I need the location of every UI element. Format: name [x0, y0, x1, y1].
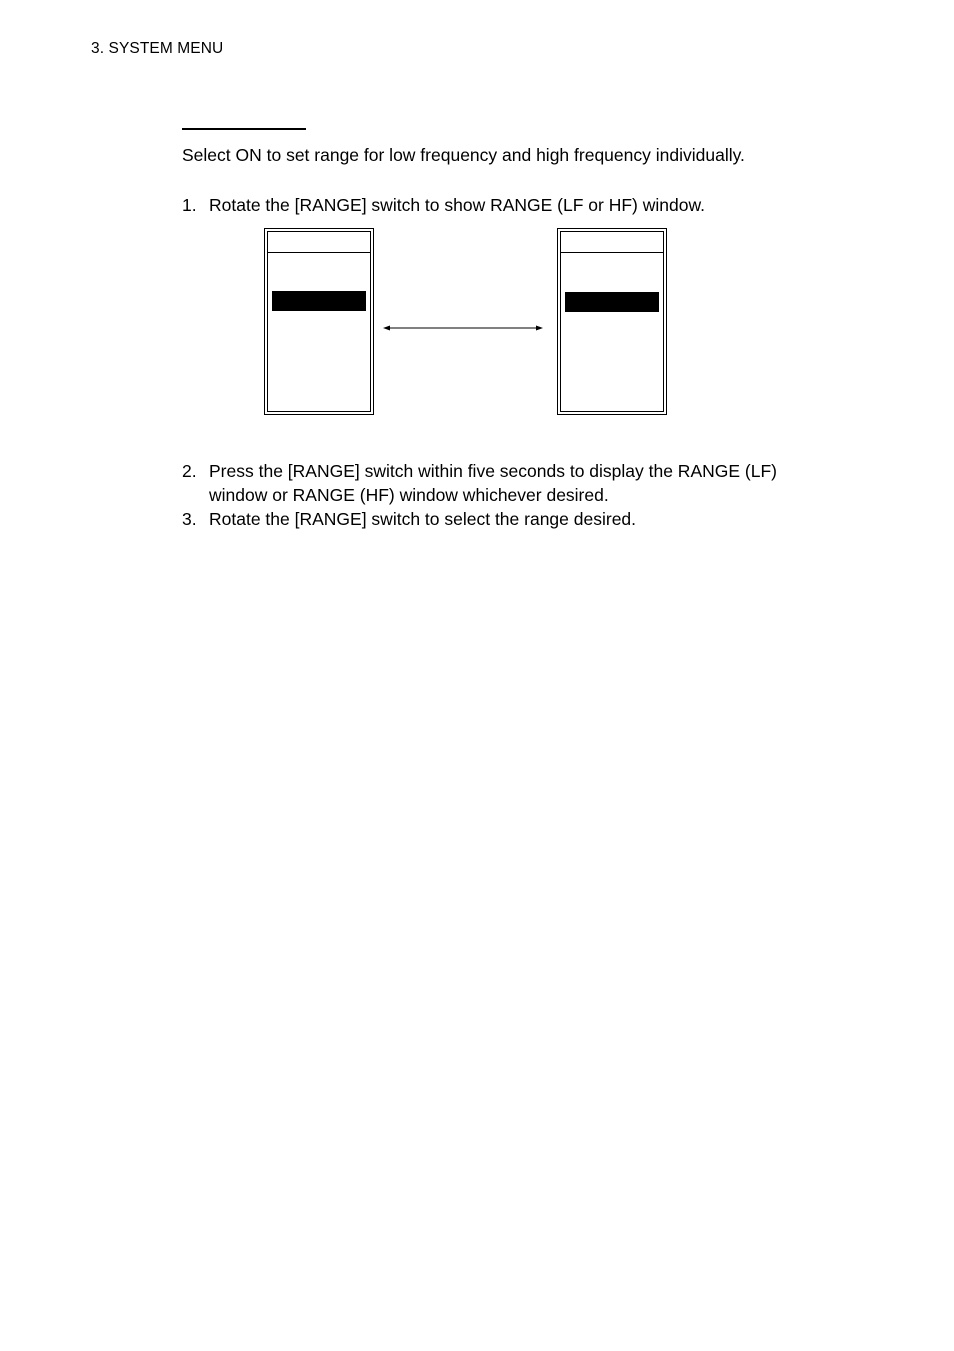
- step-text: Rotate the [RANGE] switch to show RANGE (LF or HF) window.: [209, 195, 705, 215]
- step-number: 3.: [182, 509, 197, 529]
- double-headed-arrow-icon: [383, 322, 543, 334]
- step-number: 2.: [182, 461, 197, 481]
- step-text-line-2: window or RANGE (HF) window whichever desired.: [209, 485, 609, 505]
- range-hf-window-figure: [557, 228, 667, 415]
- intro-paragraph: Select ON to set range for low frequency and high frequency individually.: [182, 145, 745, 165]
- heading-underline: [182, 128, 306, 130]
- selected-item-highlight: [565, 292, 659, 312]
- window-title-divider: [268, 252, 370, 253]
- step-text: Rotate the [RANGE] switch to select the range desired.: [209, 509, 637, 529]
- window-frame: [560, 231, 664, 412]
- window-frame: [267, 231, 371, 412]
- step-text-line-1: Press the [RANGE] switch within five seconds to display the RANGE (LF): [209, 461, 777, 481]
- selected-item-highlight: [272, 291, 366, 311]
- step-number: 1.: [182, 195, 197, 215]
- section-header: 3. SYSTEM MENU: [91, 40, 224, 57]
- range-lf-window-figure: [264, 228, 374, 415]
- window-title-divider: [561, 252, 663, 253]
